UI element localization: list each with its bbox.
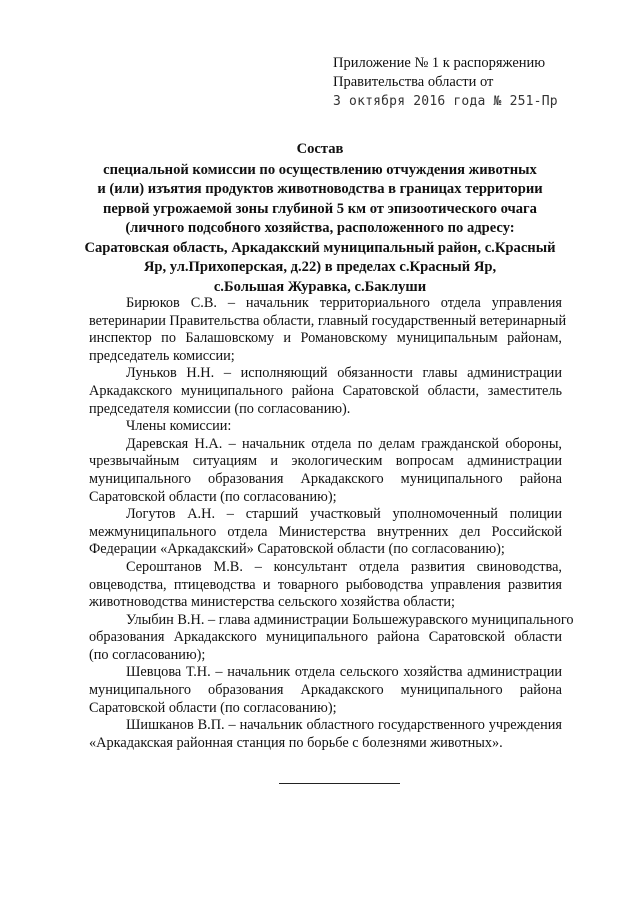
text-line: животноводства министерства сельского хозяйства области; [89,594,456,611]
annex-line-1: Приложение № 1 к распоряжению [333,55,546,71]
member-shishkanov [89,717,562,752]
text-line: Саратовской области (по согласованию); [89,488,337,505]
annex-date-stamp: 3 октября 2016 года № 251-Пр [333,94,558,109]
text-line: межмуниципального отдела Министерства внутренних дел Российской [89,523,562,540]
member-darevskaya [89,436,562,506]
text-line: Луньков Н.Н. – исполняющий обязанности главы администрации [126,365,562,382]
text-line: Члены комиссии: [126,418,232,435]
title-line: специальной комиссии по осуществлению отчуждения животных [103,161,537,178]
member-lunkov [89,365,562,418]
annex-line-2: Правительства области от [333,74,494,90]
member-ulybin [89,611,574,665]
title-head: Состав [296,141,344,157]
text-line: чрезвычайным ситуациям и экологическим вопросам администрации [89,453,562,470]
text-line: Шевцова Т.Н. – начальник отдела сельского хозяйства администрации [126,664,562,681]
text-line: муниципального образования Аркадакского муниципального района [89,682,562,699]
text-line: Сероштанов М.В. – консультант отдела развития свиноводства, [126,558,562,575]
closing-rule [279,783,400,784]
title-line: Саратовская область, Аркадакский муниципальный район, с.Красный [84,239,556,256]
text-line: Улыбин В.Н. – глава администрации Большежуравского муниципального [126,611,574,628]
member-shevtsova [89,664,562,717]
member-logutov [89,506,562,559]
text-line: Аркадакского муниципального района Саратовской области, заместитель [89,382,562,399]
text-line: Саратовской области (по согласованию); [89,699,337,716]
text-line: «Аркадакская районная станция по борьбе с болезнями животных». [89,734,503,751]
text-line: Федерации «Аркадакский» Саратовской области (по согласованию); [89,541,505,558]
title-line: и (или) изъятия продуктов животноводства в границах территории [97,181,543,197]
text-line: председателя комиссии (по согласованию). [89,400,351,417]
document-title [80,140,560,297]
annex-header [333,54,633,111]
text-line: (по согласованию); [89,646,206,663]
title-line: (личного подсобного хозяйства, расположенного по адресу: [125,220,515,236]
text-line: Даревская Н.А. – начальник отдела по делам гражданской обороны, [126,435,562,452]
text-line: председатель комиссии; [89,347,235,364]
text-line: муниципального образования Аркадакского муниципального района [89,470,562,487]
text-line: овцеводства, птицеводства и товарного рыбоводства управления развития [89,576,562,593]
text-line: Логутов А.Н. – старший участковый уполномоченный полиции [126,506,562,523]
title-line: Яр, ул.Прихоперская, д.22) в пределах с.Красный Яр, [143,259,497,275]
text-line: ветеринарии Правительства области, главный государственный ветеринарный [89,312,567,329]
text-line: инспектор по Балашовскому и Романовскому муниципальным районам, [89,330,562,347]
text-line: Шишканов В.П. – начальник областного государственного учреждения [126,717,562,734]
commission-list [89,295,574,752]
members-heading [89,418,562,436]
title-line: первой угрожаемой зоны глубиной 5 км от эпизоотического очага [103,200,537,217]
text-line: Бирюков С.В. – начальник территориального отдела управления [126,295,562,311]
member-seroshtanov [89,559,562,612]
text-line: образования Аркадакского муниципального района Саратовской области [89,629,562,646]
member-birukov [89,295,567,365]
title-line: с.Большая Журавка, с.Баклуши [213,278,427,295]
